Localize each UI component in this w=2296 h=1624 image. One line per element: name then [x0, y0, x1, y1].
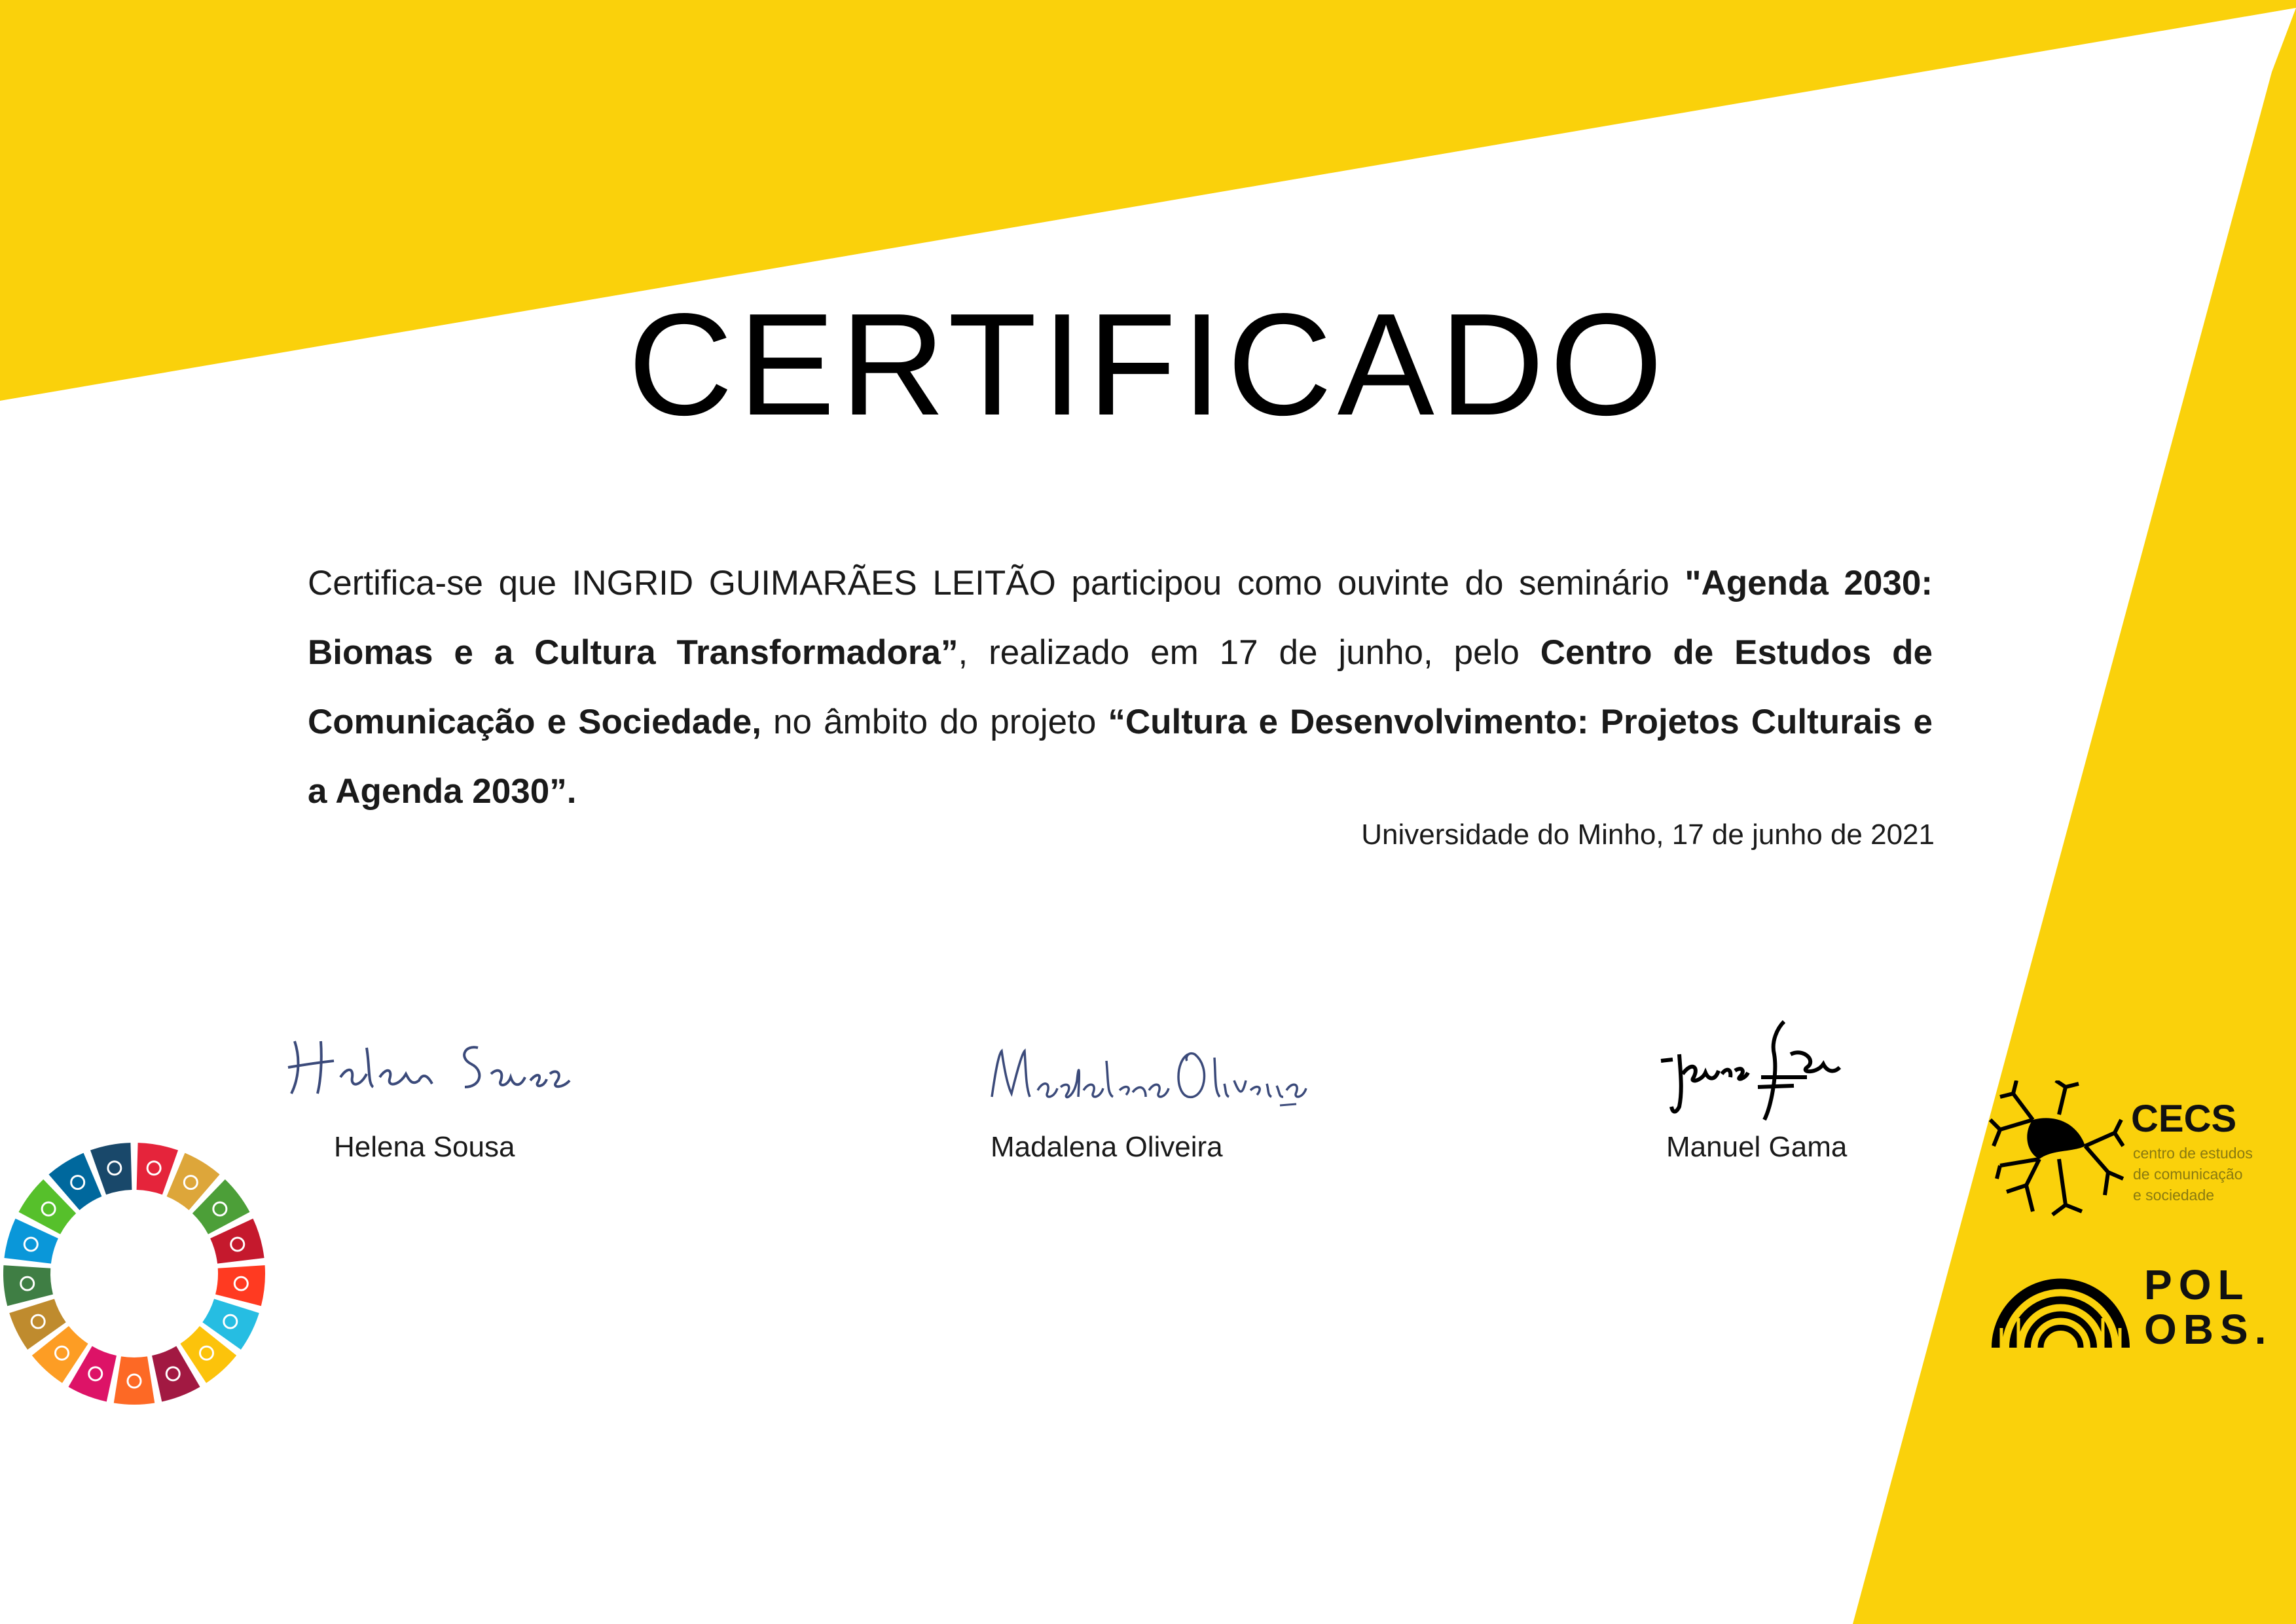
cecs-subtitle-line-2: de comunicação — [2133, 1166, 2243, 1183]
sdg-wheel-segment — [215, 1265, 265, 1306]
sdg-wheel-segment — [3, 1265, 53, 1306]
signatory-name-helena-sousa: Helena Sousa — [334, 1131, 515, 1163]
body-date: , realizado em 17 de junho, pelo — [958, 633, 1540, 672]
body-scope: no âmbito do projeto — [761, 703, 1108, 741]
sdg-wheel-segment — [114, 1356, 155, 1405]
certificate-body — [308, 549, 1933, 826]
sdg-wheel-logo — [0, 1136, 268, 1411]
body-intro: Certifica-se que — [308, 564, 572, 602]
certificate-title: CERTIFICADO — [628, 284, 1668, 446]
body-participation: participou como ouvinte do seminário — [1055, 564, 1685, 602]
signature-helena-sousa — [282, 1022, 596, 1107]
polobs-text-line-1: POL — [2144, 1261, 2250, 1308]
cecs-subtitle-line-1: centro de estudos — [2133, 1145, 2253, 1162]
organizer-name: Centro de Estudos de Comunicação e Sociedade, — [308, 633, 1933, 741]
project-title: “Cultura e Desenvolvimento: Projetos Culturais e a Agenda 2030”. — [308, 703, 1933, 811]
signatory-name-manuel-gama: Manuel Gama — [1666, 1131, 1848, 1163]
signature-madalena-oliveira — [985, 1035, 1313, 1113]
cecs-logo-mark — [1987, 1080, 2124, 1218]
signatory-name-madalena-oliveira: Madalena Oliveira — [991, 1131, 1223, 1163]
signature-manuel-gama — [1653, 1015, 1850, 1126]
polobs-text-line-2: OBS. — [2144, 1306, 2273, 1353]
polobs-logo-mark — [1987, 1256, 2134, 1354]
recipient-name: INGRID GUIMARÃES LEITÃO — [572, 564, 1056, 602]
cecs-acronym: CECS — [2131, 1098, 2237, 1140]
cecs-subtitle-line-3: e sociedade — [2133, 1187, 2215, 1204]
seminar-title: "Agenda 2030: Biomas e a Cultura Transformadora” — [308, 564, 1933, 672]
place-and-date: Universidade do Minho, 17 de junho de 2021 — [1361, 819, 1935, 851]
